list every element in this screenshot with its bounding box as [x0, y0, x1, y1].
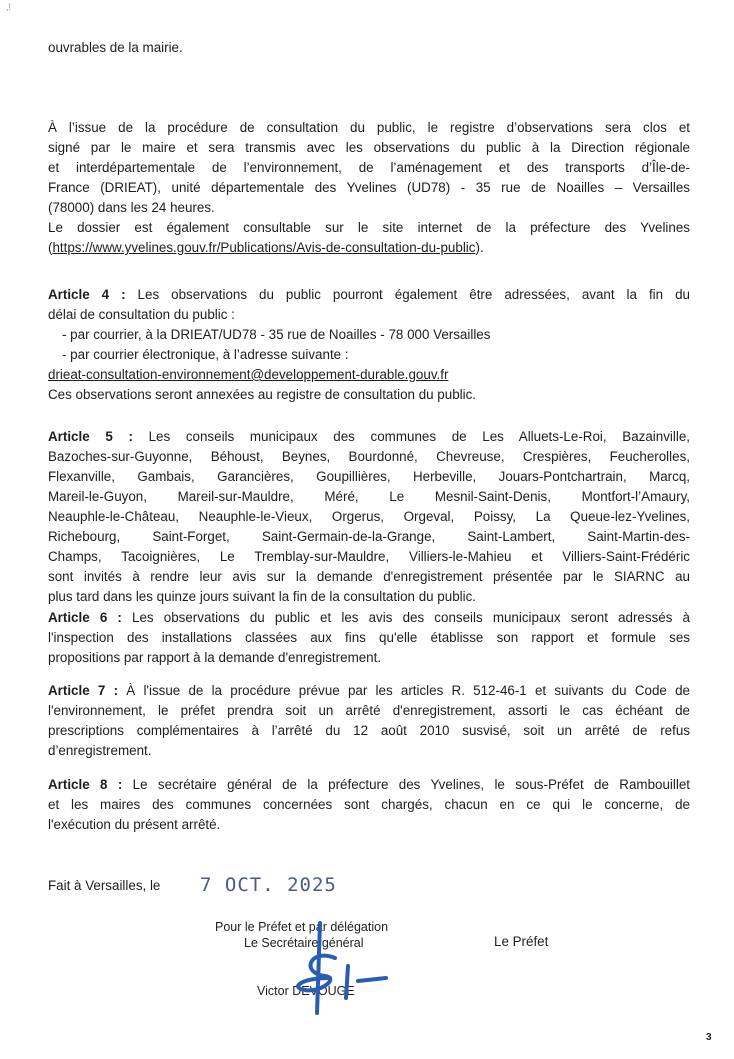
closing-place: Fait à Versailles, le — [48, 878, 161, 893]
text-line — [48, 587, 690, 607]
text-line — [48, 775, 690, 795]
text-line — [48, 345, 690, 365]
scan-mark: ,! — [6, 2, 12, 12]
text: d’enregistrement. — [48, 743, 152, 758]
link[interactable]: drieat-consultation-environnement@developpement-durable.gouv.fr — [48, 367, 449, 382]
text: Neauphle-le-Château, Neauphle-le-Vieux, Orgerus, Orgeval, Poissy, La Queue-lez-Yvelines, — [48, 509, 690, 524]
text: l'exécution du présent arrêté. — [48, 817, 221, 832]
text: l'environnement, le préfet prendra soit un arrêté d'enregistrement, assorti le cas échéant de — [48, 703, 690, 718]
text: Mareil-le-Guyon, Mareil-sur-Mauldre, Méré, Le Mesnil-Saint-Denis, Montfort-l’Amaury, — [48, 489, 690, 504]
text-line — [48, 218, 690, 238]
text: - par courrier, à la DRIEAT/UD78 - 35 rue de Noailles - 78 000 Versailles — [62, 327, 491, 342]
text-line — [48, 487, 690, 507]
text: ouvrables de la mairie. — [48, 40, 183, 55]
text-line — [48, 608, 690, 628]
text-line — [48, 447, 690, 467]
text-line — [48, 198, 690, 218]
text-line — [48, 178, 690, 198]
text: ( — [48, 240, 53, 255]
text-line — [48, 795, 690, 815]
prefet-title: Le Préfet — [494, 934, 549, 949]
text: Bazoches-sur-Guyonne, Béhoust, Beynes, Bourdonné, Chevreuse, Crespières, Feucherolles, — [48, 449, 690, 464]
text-line — [48, 38, 690, 58]
text: prescriptions complémentaires à l’arrêté du 12 août 2010 susvisé, soit un arrêté de refus — [48, 723, 690, 738]
text: Les observations du public et les avis des conseils municipaux seront adressés à — [121, 610, 690, 625]
date-stamp: 7 OCT. 2025 — [200, 874, 337, 896]
text: l'inspection des installations classées aux fins qu'elle établisse son rapport et formule ses — [48, 630, 690, 645]
text-line — [48, 721, 690, 741]
text: France (DRIEAT), unité départementale des Yvelines (UD78) - 35 rue de Noailles – Versailles — [48, 180, 690, 195]
text: À l'issue de la procédure prévue par les articles R. 512-46-1 et suivants du Code de — [118, 683, 690, 698]
article-label: Article 5 : — [48, 429, 133, 444]
text-line — [48, 567, 690, 587]
paragraph — [48, 427, 690, 607]
text: À l’issue de la procédure de consultation du public, le registre d’observations sera clos et — [48, 120, 690, 135]
text: Flexanville, Gambais, Garancières, Goupillières, Herbeville, Jouars-Pontchartrain, Marcq, — [48, 469, 690, 484]
text-line — [48, 238, 690, 258]
text: et interdépartementale de l’environnement, de l’aménagement et des transports d’Île-de- — [48, 160, 690, 175]
text: et les maires des communes concernées sont chargés, chacun en ce qui le concerne, de — [48, 797, 690, 812]
article-label: Article 7 : — [48, 683, 119, 698]
article-label: Article 8 : — [48, 777, 123, 792]
text: - par courrier électronique, à l’adresse suivante : — [62, 347, 349, 362]
text-line — [48, 648, 690, 668]
text: délai de consultation du public : — [48, 307, 235, 322]
text-line — [48, 527, 690, 547]
text-line — [48, 118, 690, 138]
article-label: Article 4 : — [48, 287, 126, 302]
text: Ces observations seront annexées au registre de consultation du public. — [48, 387, 477, 402]
paragraph — [48, 681, 690, 761]
signatory-name: Victor DEVOUGE — [257, 984, 355, 998]
page-number: 3 — [706, 1032, 712, 1043]
text-line — [48, 815, 690, 835]
article-label: Article 6 : — [48, 610, 122, 625]
text-line — [48, 467, 690, 487]
text-line — [48, 628, 690, 648]
delegation-line-1: Pour le Préfet et par délégation — [215, 920, 389, 934]
text-line — [48, 325, 690, 345]
text: propositions par rapport à la demande d'enregistrement. — [48, 650, 382, 665]
text-line — [48, 427, 690, 447]
text-line — [48, 385, 690, 405]
text-line — [48, 547, 690, 567]
text-line — [48, 701, 690, 721]
text: Champs, Tacoignières, Le Tremblay-sur-Mauldre, Villiers-le-Mahieu et Villiers-Saint-Frédéric — [48, 549, 690, 564]
paragraph — [48, 608, 690, 668]
text: Le dossier est également consultable sur le site internet de la préfecture des Yvelines — [48, 220, 690, 235]
text: Les observations du public pourront également être adressées, avant la fin du — [125, 287, 690, 302]
text: sont invités à rendre leur avis sur la demande d'enregistrement présentée par le SIARNC au — [48, 569, 690, 584]
text: plus tard dans les quinze jours suivant la fin de la consultation du public. — [48, 589, 477, 604]
text-line — [48, 681, 690, 701]
text: Les conseils municipaux des communes de Les Alluets-Le-Roi, Bazainville, — [132, 429, 690, 444]
text: signé par le maire et sera transmis avec les observations du public à la Direction régionale — [48, 140, 690, 155]
paragraph-continuation — [48, 38, 690, 58]
paragraph — [48, 285, 690, 405]
text: (78000) dans les 24 heures. — [48, 200, 215, 215]
text-line — [48, 158, 690, 178]
text-line — [48, 285, 690, 305]
text-line — [48, 305, 690, 325]
delegation-line-2: Le Secrétaire général — [244, 936, 364, 950]
handwritten-signature — [290, 918, 420, 1018]
text-line — [48, 507, 690, 527]
text: ). — [475, 240, 484, 255]
paragraph — [48, 118, 690, 258]
text-line — [48, 138, 690, 158]
paragraph — [48, 775, 690, 835]
text-line — [48, 741, 690, 761]
text: Le secrétaire général de la préfecture des Yvelines, le sous-Préfet de Rambouillet — [122, 777, 691, 792]
link[interactable]: https://www.yvelines.gouv.fr/Publications/Avis-de-consultation-du-public — [52, 240, 476, 255]
text-line — [48, 365, 690, 385]
text: Richebourg, Saint-Forget, Saint-Germain-de-la-Grange, Saint-Lambert, Saint-Martin-des- — [48, 529, 690, 544]
